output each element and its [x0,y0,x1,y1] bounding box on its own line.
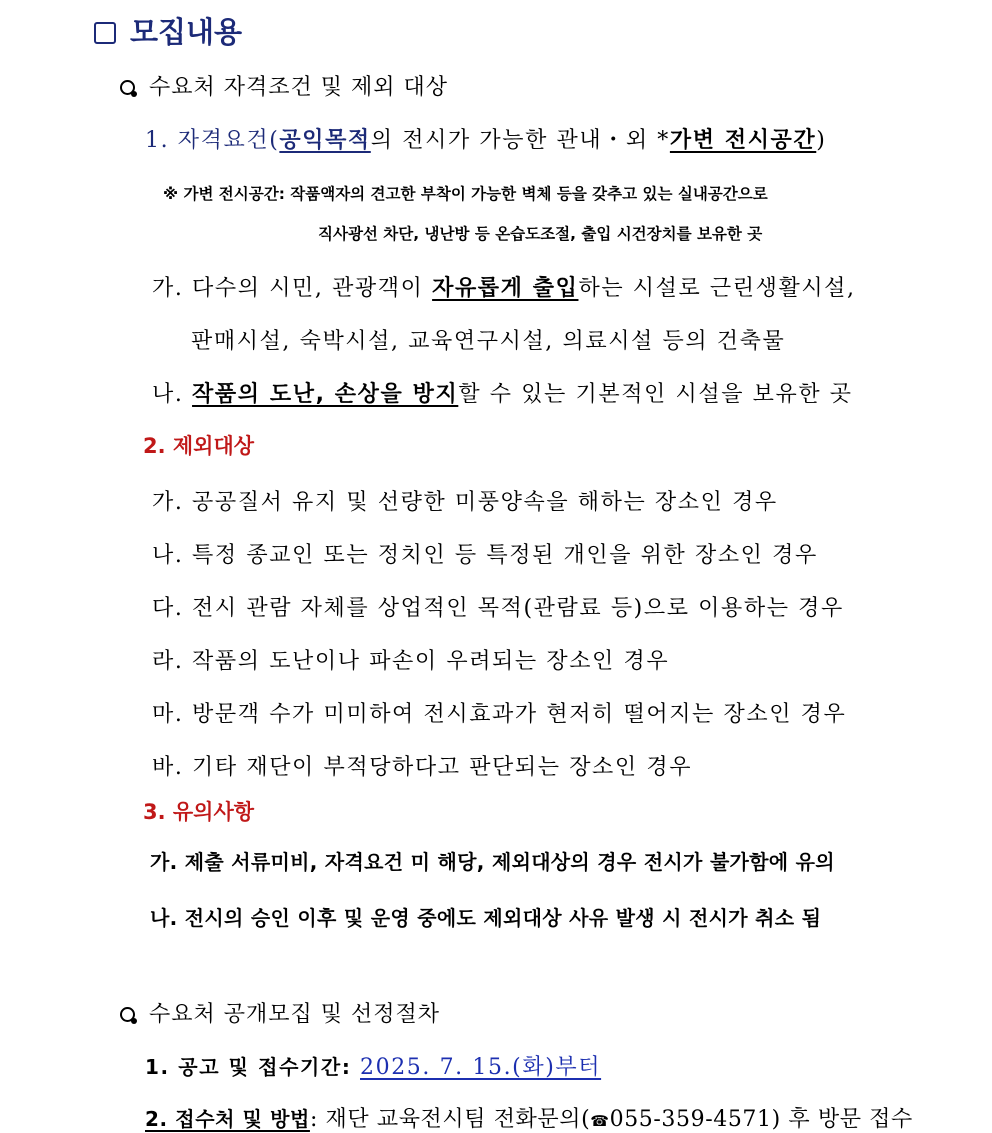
caution-item: 가. 제출 서류미비, 자격요건 미 해당, 제외대상의 경우 전시가 불가함에 유의 [150,850,835,874]
circle-bullet-icon [120,1007,135,1022]
period-item [145,1050,601,1081]
exclusion-item: 가. 공공질서 유지 및 선량한 미풍양속을 해하는 장소인 경우 [152,490,778,515]
free-access-emphasis: 자유롭게 출입 [432,276,579,301]
section2-heading-text: 수요처 공개모집 및 선정절차 [149,1002,441,1027]
phone-number: 055-359-4571 [609,1107,772,1132]
qualification-label: 1. 자격요건( [145,128,280,153]
criteria-ga-continuation: 판매시설, 숙박시설, 교육연구시설, 의료시설 등의 건축물 [191,329,786,354]
circle-bullet-icon [120,80,135,95]
public-purpose-emphasis: 공익목적 [279,127,371,153]
qualification-text: 의 전시가 가능한 관내・외 * [370,128,670,153]
section1-heading [120,70,448,101]
section2-heading [120,997,440,1028]
exclusion-item: 라. 작품의 도난이나 파손이 우려되는 장소인 경우 [152,649,670,674]
submission-item [145,1102,913,1133]
caution-heading: 3. 유의사항 [143,800,255,824]
exclusion-item: 바. 기타 재단이 부적당하다고 판단되는 장소인 경우 [152,755,693,780]
criteria-ga-prefix: 가. 다수의 시민, 관광객이 [152,276,433,301]
qualification-close: ) [816,128,827,153]
submission-text: : 재단 교육전시팀 전화문의( [309,1107,591,1132]
title-text: 모집내용 [130,15,243,49]
criteria-na [152,377,853,408]
qualification-item [145,123,826,154]
criteria-ga-suffix: 하는 시설로 근린생활시설, [578,276,856,301]
page-title [94,10,242,51]
period-date: 2025. 7. 15.(화)부터 [360,1055,602,1080]
exclusion-item: 다. 전시 관람 자체를 상업적인 목적(관람료 등)으로 이용하는 경우 [152,596,844,621]
criteria-ga [152,271,856,302]
checkbox-square-icon [94,22,116,44]
criteria-na-prefix: 나. [152,382,193,407]
section1-heading-text: 수요처 자격조건 및 제외 대상 [149,75,448,100]
caution-item: 나. 전시의 승인 이후 및 운영 중에도 제외대상 사유 발생 시 전시가 취소 됨 [150,906,822,930]
exclusion-item: 마. 방문객 수가 미미하여 전시효과가 현저히 떨어지는 장소인 경우 [152,702,847,727]
theft-prevention-emphasis: 작품의 도난, 손상을 방지 [192,382,459,407]
exclusion-heading: 2. 제외대상 [143,434,255,458]
submission-label: 2. 접수처 및 방법 [145,1107,310,1131]
submission-suffix: ) 후 방문 접수 [771,1107,913,1132]
note-line-2: 직사광선 차단, 냉난방 등 온습도조절, 출입 시건장치를 보유한 곳 [318,225,763,243]
period-label: 1. 공고 및 접수기간: [145,1055,361,1079]
exclusion-item: 나. 특정 종교인 또는 정치인 등 특정된 개인을 위한 장소인 경우 [152,543,818,568]
criteria-na-suffix: 할 수 있는 기본적인 시설을 보유한 곳 [458,382,853,407]
variable-space-emphasis: 가변 전시공간 [669,127,817,153]
phone-icon: ☎ [590,1112,610,1130]
note-line-1: ※ 가변 전시공간: 작품액자의 견고한 부착이 가능한 벽체 등을 갖추고 있는 실내공간으로 [163,185,768,203]
